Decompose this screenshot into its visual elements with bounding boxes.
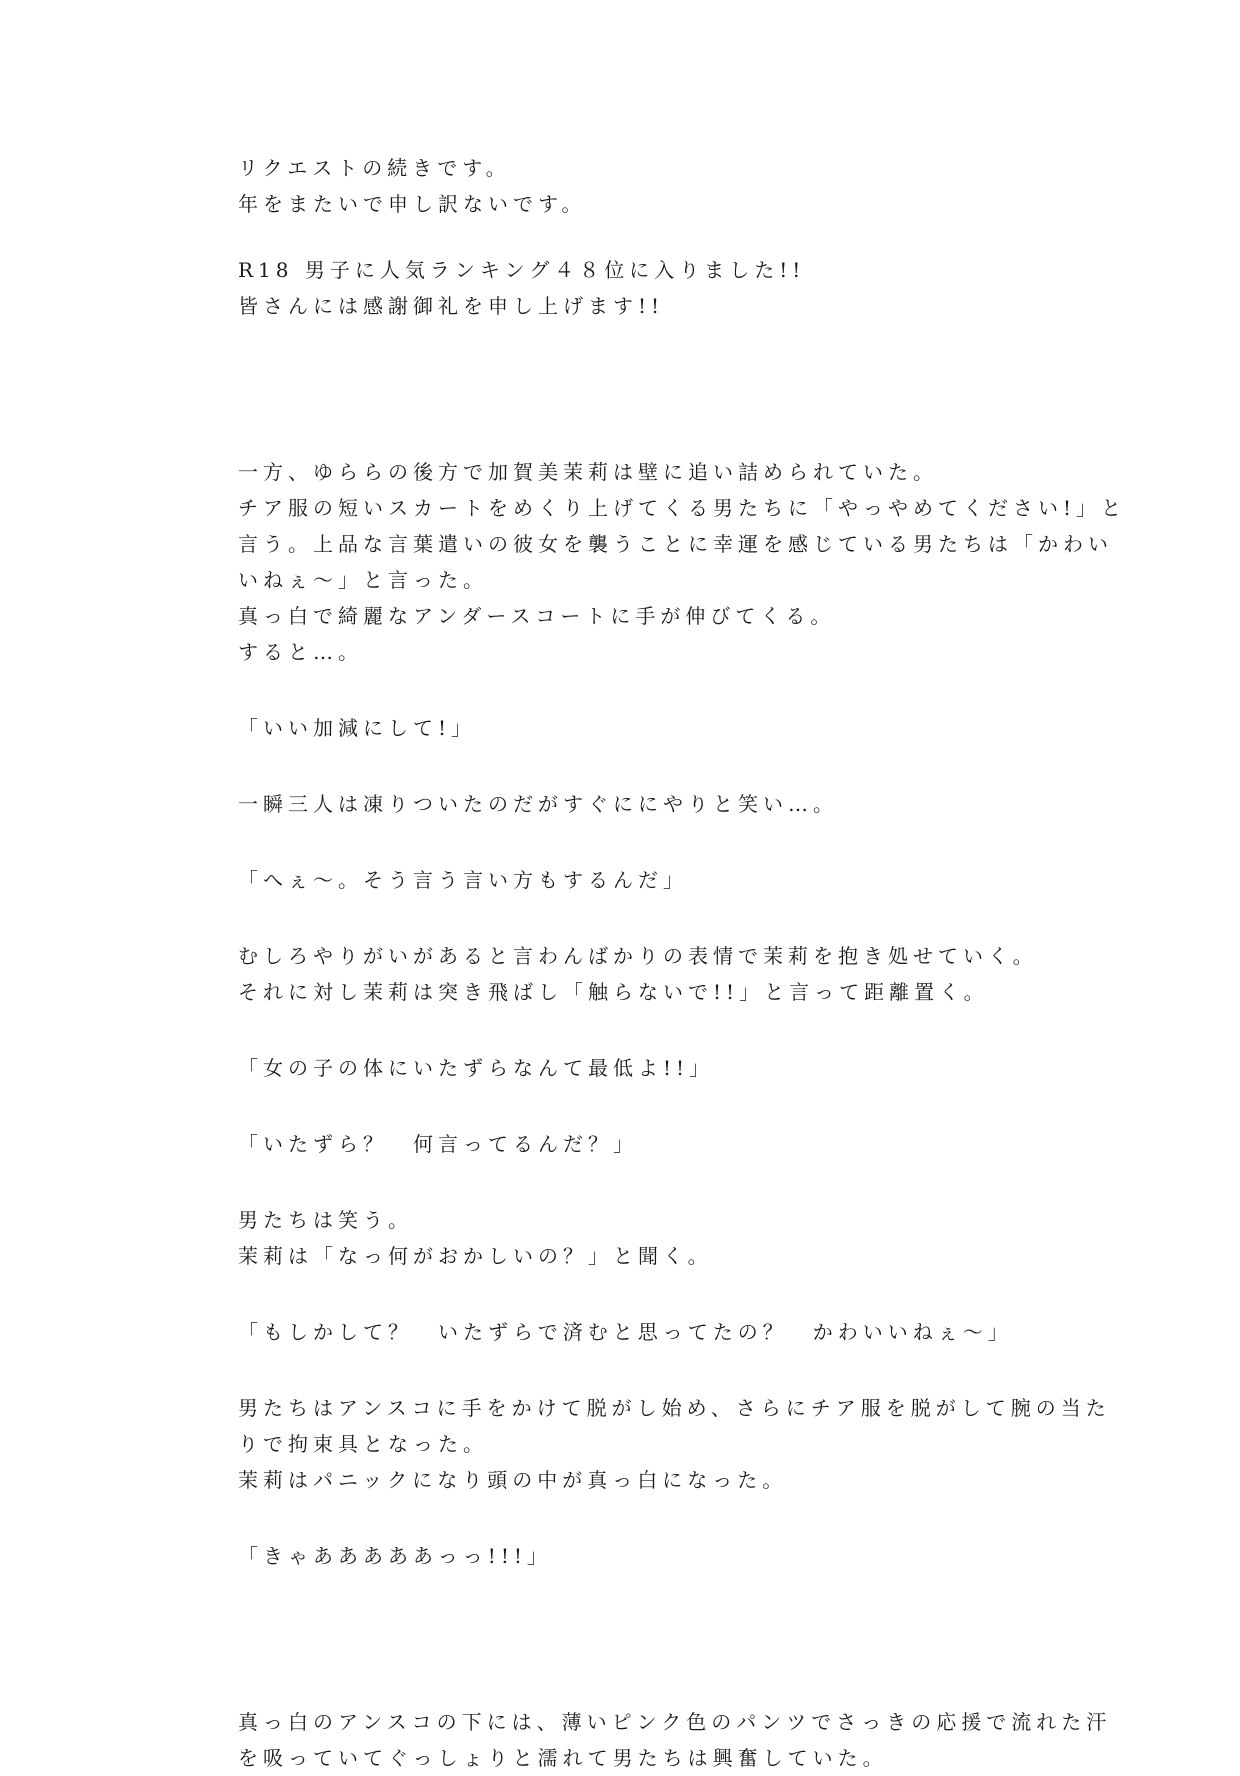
text-line: すると…。 — [238, 640, 363, 664]
text-line: 男たちは笑う。 — [238, 1208, 413, 1232]
notice-paragraph — [238, 252, 1018, 324]
dialogue-line: 「へぇ～。そう言う言い方もするんだ」 — [238, 868, 688, 892]
paragraph-gap — [238, 822, 1018, 862]
text-line: 男たちはアンスコに手をかけて脱がし始め、さらにチア服を脱がして腕の当た — [238, 1396, 1111, 1420]
intro-paragraph — [238, 150, 1018, 222]
paragraph-gap — [238, 1162, 1018, 1202]
text-line: 真っ白のアンスコの下には、薄いピンク色のパンツでさっきの応援で流れた汗 — [238, 1710, 1112, 1734]
text-line: それに対し茉莉は突き飛ばし「触らないで!!」と言って距離置く。 — [238, 980, 989, 1004]
paragraph-gap — [238, 1010, 1018, 1050]
story-paragraph-5 — [238, 1390, 1111, 1498]
text-line: を吸っていてぐっしょりと濡れて男たちは興奮していた。 — [238, 1746, 888, 1770]
section-gap — [238, 1574, 1018, 1704]
text-line: 皆さんには感謝御礼を申し上げます!! — [238, 294, 665, 318]
dialogue-line: 「女の子の体にいたずらなんて最低よ!!」 — [238, 1056, 715, 1080]
paragraph-gap — [238, 222, 1018, 252]
text-line: 一瞬三人は凍りついたのだがすぐににやりと笑い…。 — [238, 792, 838, 816]
text-line: 茉莉は「なっ何がおかしいの？」と聞く。 — [238, 1244, 713, 1268]
text-line: 真っ白で綺麗なアンダースコートに手が伸びてくる。 — [238, 604, 836, 628]
paragraph-gap — [238, 1350, 1018, 1390]
text-line: リクエストの続きです。 — [238, 156, 511, 180]
dialogue-line: 「きゃあああああっっ!!!」 — [238, 1544, 552, 1568]
section-gap — [238, 324, 1018, 454]
story-paragraph-6 — [238, 1704, 1112, 1776]
text-line: むしろやりがいがあると言わんばかりの表情で茉莉を抱き処せていく。 — [238, 944, 1038, 968]
text-line: 年をまたいで申し訳ないです。 — [238, 192, 587, 216]
text-line: りで拘束具となった。 — [238, 1432, 488, 1456]
text-line: R18 男子に人気ランキング４８位に入りました!! — [238, 258, 806, 282]
text-line: チア服の短いスカートをめくり上げてくる男たちに「やっやめてください!」と — [238, 496, 1127, 520]
paragraph-gap — [238, 1498, 1018, 1538]
text-line: 茉莉はパニックになり頭の中が真っ白になった。 — [238, 1468, 788, 1492]
text-line: いねぇ～」と言った。 — [238, 568, 488, 592]
dialogue-line: 「もしかして？ いたずらで済むと思ってたの？ かわいいねぇ～」 — [238, 1320, 1013, 1344]
body-text — [238, 150, 1127, 1776]
paragraph-gap — [238, 1086, 1018, 1126]
story-paragraph-4 — [238, 1202, 1018, 1274]
text-line: 一方、ゆららの後方で加賀美茉莉は壁に追い詰められていた。 — [238, 460, 938, 484]
paragraph-gap — [238, 1274, 1018, 1314]
story-paragraph-3 — [238, 938, 1038, 1010]
dialogue-line: 「いたずら？ 何言ってるんだ？」 — [238, 1132, 638, 1156]
text-line: 言う。上品な言葉遣いの彼女を襲うことに幸運を感じている男たちは「かわい — [238, 532, 1113, 556]
paragraph-gap — [238, 746, 1018, 786]
story-paragraph-1 — [238, 454, 1127, 670]
paragraph-gap — [238, 898, 1018, 938]
paragraph-gap — [238, 670, 1018, 710]
dialogue-line: 「いい加減にして!」 — [238, 716, 477, 740]
